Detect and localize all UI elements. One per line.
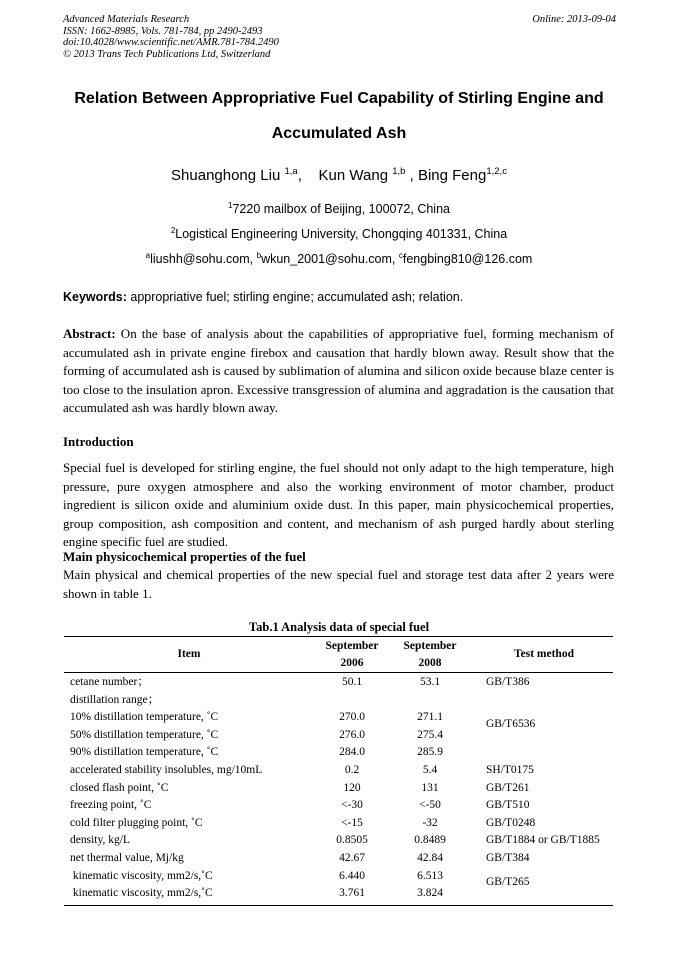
table-cell-2008: 271.1 [417,711,443,724]
table-cell-2008: 0.8489 [414,834,446,847]
email-link: fengbing810@126.com [402,252,533,266]
journal-name: Advanced Materials Research [63,14,190,25]
affiliation-text: Logistical Engineering University, Chongqing 401331, China [175,227,508,241]
author-affiliation-mark: 1,b [392,166,406,177]
email-mark: a [145,251,151,260]
keywords [63,290,463,304]
merged-method-distillation: GB/T6536 [486,718,536,730]
header-month: September [403,640,457,652]
email-mark: c [398,251,403,260]
table-cell-2008: 6.513 [417,869,443,882]
author-separator: , [405,167,418,184]
table-cell-2006: 50.1 [341,676,363,688]
journal-issn: ISSN: 1662-8985, Vols. 781-784, pp 2490-2493 [63,25,263,37]
table-row [64,850,613,868]
table-row [64,797,613,815]
header-month: September [325,640,379,652]
table-cell-method: GB/T261 [486,781,530,794]
table-caption: Tab.1 Analysis data of special fuel [248,620,430,634]
author-separator: , [297,167,315,184]
table-cell-2006: <-15 [341,816,363,829]
table-cell-item: 10% distillation temperature, ˚C [70,711,219,724]
journal-copyright: © 2013 Trans Tech Publications Ltd, Switzerland [63,48,271,60]
table-cell-2008: 131 [421,781,439,794]
table-cell-item: 90% distillation temperature, ˚C [70,746,219,759]
online-date: Online: 2013-09-04 [532,14,616,25]
table-cell-2008: 285.9 [417,746,443,759]
table-cell-2008: 3.824 [417,887,443,900]
table-cell-item: kinematic viscosity, mm2/s,˚C [70,887,213,900]
table-cell-method: SH/T0175 [486,764,534,776]
table-cell-method: GB/T0248 [486,816,536,829]
table-cell-2006: 284.0 [339,746,365,759]
affiliation-mark: 1 [228,201,233,210]
table-cell-2006: 6.440 [339,869,365,882]
author-emails [40,252,638,266]
table-cell-2008: 42.84 [417,852,443,864]
journal-header [63,14,616,60]
table-cell-2006: 3.761 [339,887,365,900]
table-row [64,762,613,780]
table-row [64,692,613,710]
table-cell-2006: 276.0 [339,728,365,741]
table-row [64,780,613,798]
header-year: 2008 [418,657,442,669]
abstract-text: On the base of analysis about the capabilities of appropriative fuel, forming mechanism of accumulated ash in private engine firebox and causation that hardly blown away. Result show that the forming of accumulated ash is caused by sublimation of alumina and silicon oxide because blaze center is too close to the insulation apron. Excessive transgression of alumina and aggradation is the causation that accumulated ash was hardly blown away. [63,326,614,415]
abstract [63,325,614,418]
table-bottom-rule [64,905,613,906]
table-cell-item: net thermal value, Mj/kg [70,852,184,864]
keywords-label: Keywords: [63,290,127,304]
table-cell-method: GB/T386 [486,676,530,688]
table-row [64,868,613,886]
table-cell-2006: 0.8505 [336,834,368,847]
author-name: Bing Feng [417,167,487,184]
table-row [64,815,613,833]
introduction-heading: Introduction [63,434,134,449]
table-header-sep-2008 [390,638,470,672]
table-cell-2008: <-50 [419,799,441,812]
table-cell-item: kinematic viscosity, mm2/s,˚C [70,869,213,882]
author-affiliation-mark: 1,a [284,166,298,177]
table-cell-2008: 5.4 [422,764,438,776]
table-cell-method: GB/T1884 or GB/T1885 [486,834,600,847]
keywords-text: appropriative fuel; stirling engine; accumulated ash; relation. [126,290,464,304]
table-cell-item: density, kg/L [70,834,130,847]
table-cell-2008: 53.1 [419,676,441,688]
table-cell-2006: 120 [343,781,361,794]
email-link: liushh@sohu.com, [150,252,257,266]
table-cell-item: distillation range； [70,693,160,706]
table-cell-item: freezing point, ˚C [70,799,152,812]
affiliation-mark: 2 [170,226,176,235]
table-cell-2008: 275.4 [417,728,443,741]
table-row [64,744,613,762]
affiliation-1 [40,202,638,216]
author-affiliation-mark: 1,2,c [486,166,507,177]
table-header-test-method: Test method [514,648,574,660]
journal-doi: doi:10.4028/www.scientific.net/AMR.781-784.2490 [63,37,279,49]
abstract-label: Abstract: [63,326,116,341]
table-cell-2006: <-30 [341,799,363,812]
email-link: wkun_2001@sohu.com, [261,252,399,266]
table-cell-item: accelerated stability insolubles, mg/10mL [70,764,263,776]
table-row [64,885,613,903]
paper-title-line-2: Accumulated Ash [271,125,407,142]
header-year: 2006 [340,657,364,669]
table-cell-item: closed flash point, ˚C [70,781,169,794]
table-cell-item: 50% distillation temperature, ˚C [70,728,219,741]
table-cell-2008: -32 [422,816,438,829]
table-cell-method: GB/T384 [486,852,530,864]
author-list [40,167,638,184]
table-header-item: Item [177,648,201,660]
table-cell-2006: 0.2 [344,764,360,776]
table-cell-2006: 42.67 [339,852,365,864]
table-header-sep-2006 [314,638,390,672]
merged-method-viscosity: GB/T265 [486,876,530,888]
affiliation-text: 7220 mailbox of Beijing, 100072, China [232,202,450,216]
author-name: Kun Wang [318,167,389,184]
affiliation-2 [40,227,638,241]
author-name: Shuanghong Liu [171,167,281,184]
table-cell-item: cold filter plugging point, ˚C [70,816,203,829]
section-text: Main physical and chemical properties of the new special fuel and storage test data after 2 years were shown in table 1. [63,567,614,601]
email-mark: b [256,251,262,260]
table-row [64,674,613,692]
section-heading: Main physicochemical properties of the fuel [63,549,306,564]
introduction-text: Special fuel is developed for stirling engine, the fuel should not only adapt to the high temperature, high pressure, pure oxygen atmosphere and also the working environment of motor chamber, product ingredient is silicon oxide and aluminium oxide dust. In this paper, main physicochemical properties, group composition, ash composition and content, and mechanism of ash purged hardly about sterling engine specific fuel are studied. [63,460,614,549]
table-header-rule [64,672,613,673]
table-cell-method: GB/T510 [486,799,530,812]
paper-title-line-1: Relation Between Appropriative Fuel Capability of Stirling Engine and [74,90,604,107]
table-cell-item: cetane number； [70,676,149,688]
table-row [64,832,613,850]
table-cell-2006: 270.0 [339,711,365,724]
